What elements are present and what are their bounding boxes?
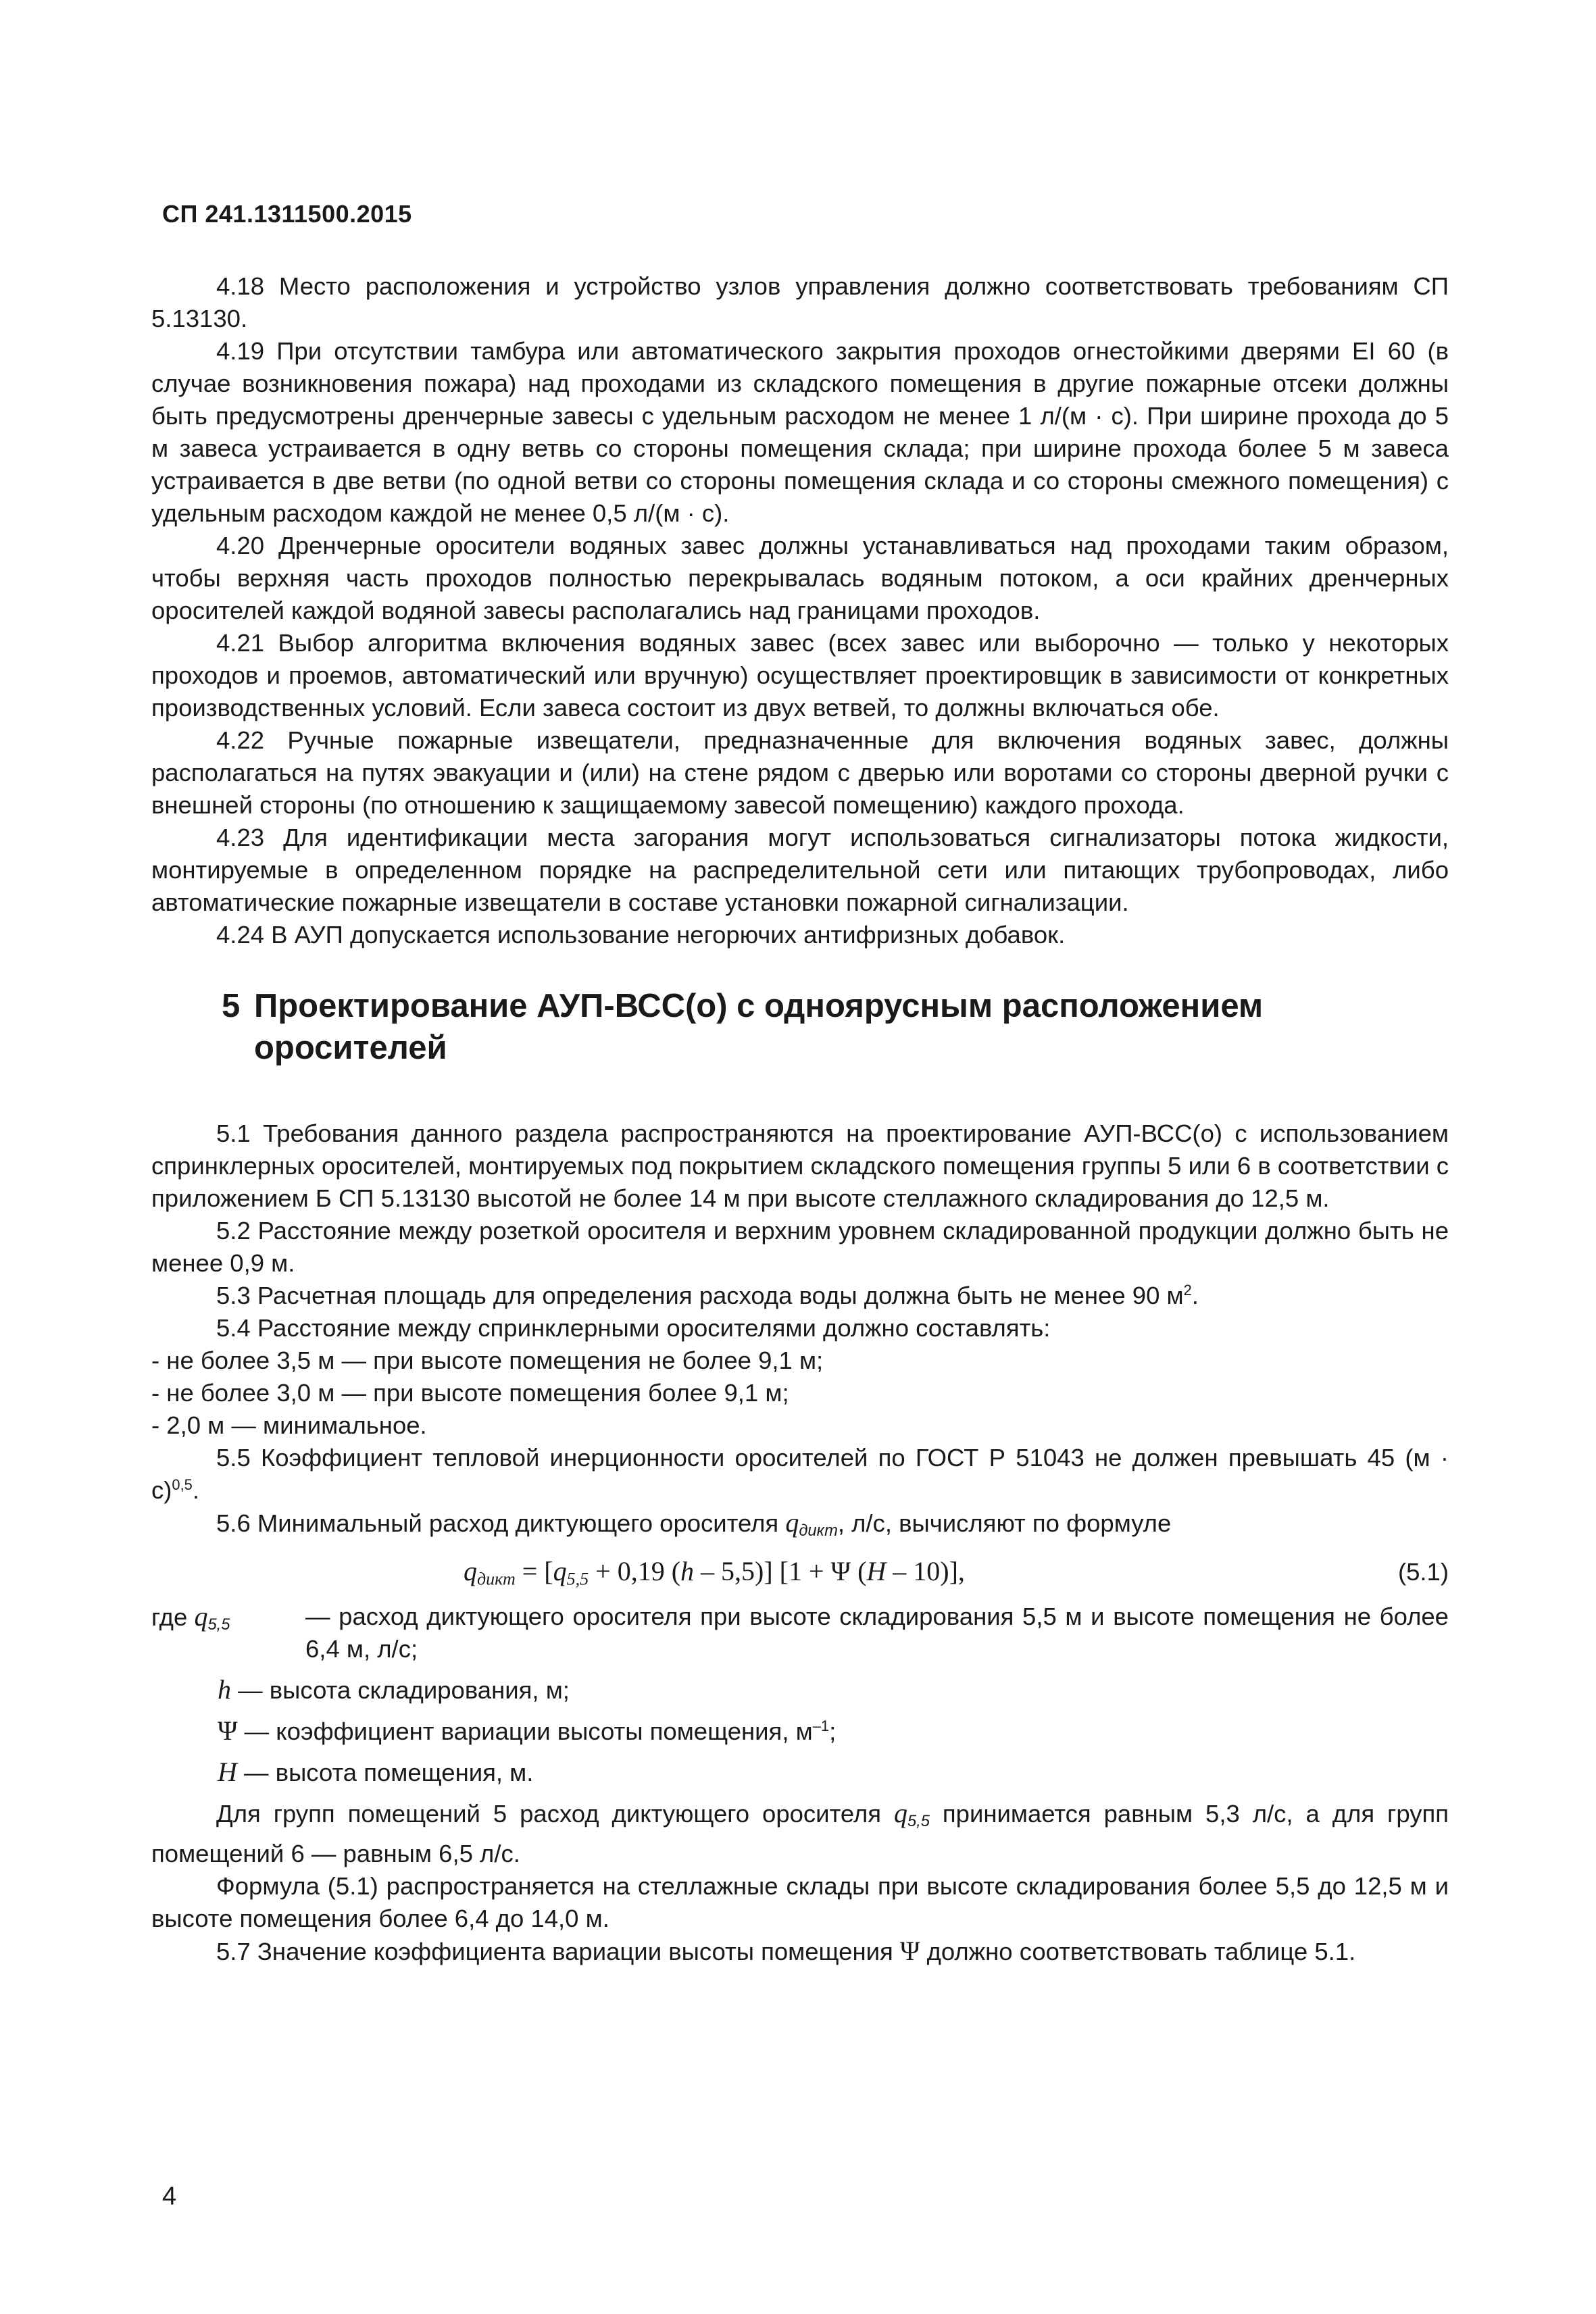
formula-number: (5.1) bbox=[1397, 1557, 1449, 1586]
section-title: Проектирование АУП-ВСС(о) с одноярусным расположением оросителей bbox=[254, 988, 1264, 1066]
paragraph-5-5: 5.5 Коэффициент тепловой инерционности оросителей по ГОСТ Р 51043 не должен превышать 45 $(м \cdot с)^{0,5}$. bbox=[151, 1444, 1449, 1504]
formula-legend: где $q_{5,5}$ — расход диктующего оросителя при высоте складирования 5,5 м и высоте помещения не более 6,4 м, л/с; bbox=[151, 1601, 1449, 1665]
paragraph-4-20: 4.20 Дренчерные оросители водяных завес должны устанавливаться над проходами таким образом, чтобы верхняя часть проходов полностью перекрывалась водяным потоком, а оси крайних дренчерных оросителей каждой водяной завесы располагались над границами проходов. bbox=[151, 532, 1449, 624]
paragraph-5-6: 5.6 Минимальный расход диктующего оросителя $q_{дикт}$, л/с, вычисляют по формуле bbox=[216, 1507, 1172, 1540]
formula-5-1 bbox=[151, 1555, 1449, 1596]
paragraph-5-7: 5.7 Значение коэффициента вариации высоты помещения Ψ должно соответствовать таблице 5.1. bbox=[216, 1936, 1356, 1967]
legend-h: h — высота складирования, м; bbox=[218, 1674, 570, 1705]
document-body bbox=[151, 270, 1449, 1968]
paragraph-formula-scope: Формула (5.1) распространяется на стеллажные склады при высоте складирования более 5,5 до 12,5 м и высоте помещения более 6,4 до 14,0 м. bbox=[151, 1872, 1449, 1933]
paragraph-5-3: 5.3 Расчетная площадь для определения расхода воды должна быть не менее 90 $м^2$. bbox=[216, 1281, 1199, 1309]
paragraph-4-21: 4.21 Выбор алгоритма включения водяных завес (всех завес или выборочно — только у некоторых проходов и проемов, автоматический или вручную) осуществляет проектировщик в зависимости от конкретных производственных условий. Если завеса состоит из двух ветвей, то должны включаться обе. bbox=[151, 629, 1449, 722]
paragraph-5-1: 5.1 Требования данного раздела распространяются на проектирование АУП-ВСС(о) с использованием спринклерных оросителей, монтируемых под покрытием складского помещения группы 5 или 6 в соответствии с приложением Б СП 5.13130 высотой не более 14 м при высоте стеллажного складирования до 12,5 м. bbox=[151, 1120, 1449, 1212]
section-5-heading bbox=[222, 985, 1449, 1069]
paragraph-4-19: 4.19 При отсутствии тамбура или автоматического закрытия проходов огнестойкими дверями EI 60 (в случае возникновения пожара) над проходами из складского помещения в другие пожарные отсеки должны быть предусмотрены дренчерные завесы с удельным расходом не менее 1 л/(м · с). При ширине прохода до 5 м завеса устраивается в одну ветвь со стороны помещения склада; при ширине прохода более 5 м завеса устраивается в две ветви (по одной ветви со стороны помещения склада и со стороны смежного помещения) с удельным расходом каждой не менее 0,5 л/(м · с). bbox=[151, 337, 1449, 527]
paragraph-4-22: 4.22 Ручные пожарные извещатели, предназначенные для включения водяных завес, должны располагаться на путях эвакуации и (или) на стене рядом с дверью или воротами со стороны дверной ручки с внешней стороны (по отношению к защищаемому завесой помещению) каждого прохода. bbox=[151, 726, 1449, 819]
paragraph-groups: Для групп помещений 5 расход диктующего оросителя $q_{5,5}$ принимается равным 5,3 л/с, а для групп помещений 6 — равным 6,5 л/с. bbox=[151, 1798, 1449, 1868]
paragraph-4-23: 4.23 Для идентификации места загорания могут использоваться сигнализаторы потока жидкости, монтируемые в определенном порядке на распределительной сети или питающих трубопроводах, либо автоматические пожарные извещатели в составе установки пожарной сигнализации. bbox=[151, 824, 1449, 916]
legend-psi: Ψ — коэффициент вариации высоты помещения, $м^{-1}$; bbox=[218, 1715, 837, 1746]
list-item: - не более 3,5 м — при высоте помещения не более 9,1 м; bbox=[151, 1347, 824, 1374]
paragraph-4-24: 4.24 В АУП допускается использование негорючих антифризных добавок. bbox=[216, 921, 1066, 949]
list-item: - не более 3,0 м — при высоте помещения более 9,1 м; bbox=[151, 1379, 789, 1407]
paragraph-5-2: 5.2 Расстояние между розеткой оросителя и верхним уровнем складированной продукции должно быть не менее 0,9 м. bbox=[151, 1217, 1449, 1277]
paragraph-5-4: 5.4 Расстояние между спринклерными оросителями должно составлять: bbox=[216, 1314, 1051, 1342]
legend-H: H — высота помещения, м. bbox=[218, 1757, 534, 1788]
paragraph-4-18: 4.18 Место расположения и устройство узлов управления должно соответствовать требованиям СП 5.13130. bbox=[151, 272, 1449, 332]
formula-expression: $q_{дикт} = [q_{5,5} + 0,19$ (h – 5,5)] [1 + Ψ (H – 10)], bbox=[464, 1555, 965, 1589]
legend-q-def: — расход диктующего оросителя при высоте складирования 5,5 м и высоте помещения не более 6,4 м, л/с; bbox=[305, 1603, 1449, 1663]
document-code-header: СП 241.1311500.2015 bbox=[162, 200, 412, 228]
page-number: 4 bbox=[162, 2182, 177, 2211]
list-item: - 2,0 м — минимальное. bbox=[151, 1411, 427, 1439]
section-number: 5 bbox=[222, 988, 241, 1024]
where-label: где bbox=[151, 1603, 188, 1632]
